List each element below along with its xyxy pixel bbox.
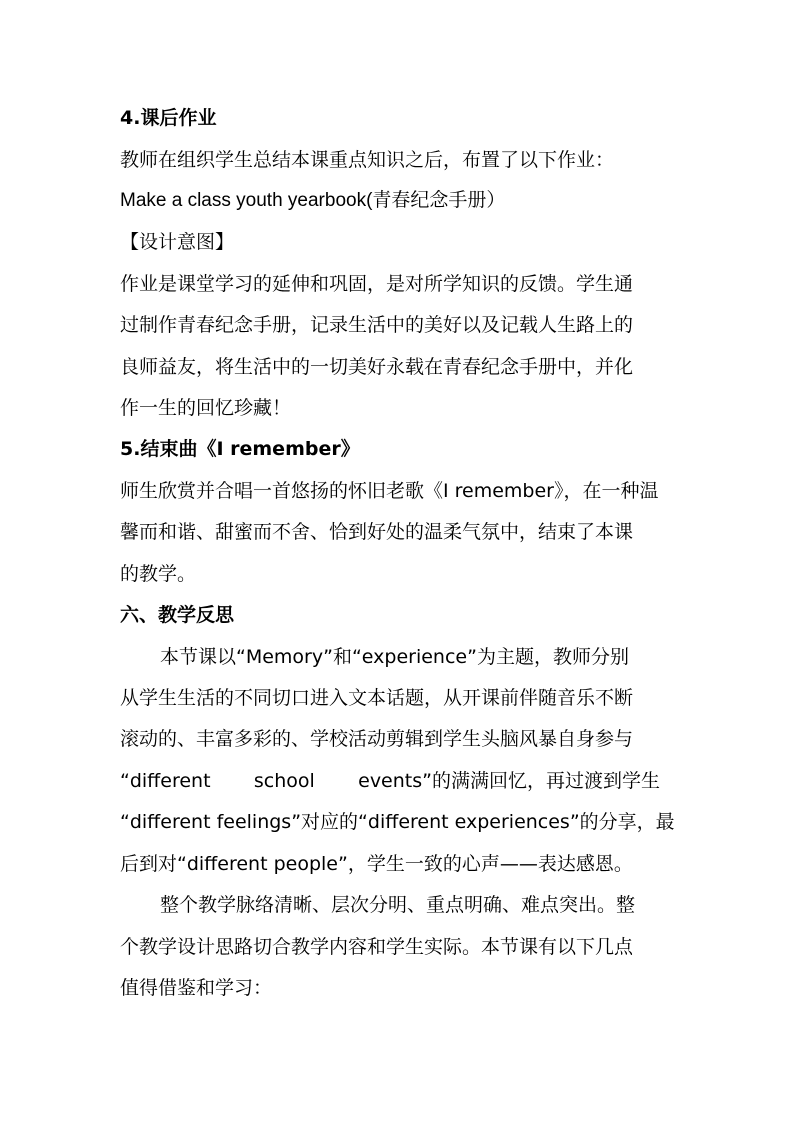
paragraph-line: 整个教学脉络清晰、层次分明、重点明确、难点突出。整 — [160, 894, 636, 916]
paragraph-line: 的教学。 — [120, 563, 197, 585]
paragraph-line: 个教学设计思路切合教学内容和学生实际。本节课有以下几点 — [120, 936, 634, 958]
paragraph-line: “different feelings”对应的“different experiences”的分享，最 — [120, 811, 675, 833]
word-school: school — [253, 770, 315, 792]
paragraph-line: 后到对“different people”，学生一致的心声——表达感恩。 — [120, 853, 633, 875]
paragraph-line: 滚动的、丰富多彩的、学校活动剪辑到学生头脑风暴自身参与 — [120, 728, 634, 750]
design-intent-label: 【设计意图】 — [120, 231, 235, 253]
paragraph-line: 作业是课堂学习的延伸和巩固，是对所学知识的反馈。学生通 — [120, 273, 634, 295]
section-heading-closing-song: 5.结束曲《I remember》 — [120, 438, 360, 460]
paragraph-line: 良师益友，将生活中的一切美好永载在青春纪念手册中，并化 — [120, 356, 634, 378]
paragraph-line-justified — [120, 769, 660, 793]
section-heading-reflection: 六、教学反思 — [120, 604, 235, 626]
paragraph-line: 从学生生活的不同切口进入文本话题，从开课前伴随音乐不断 — [120, 687, 634, 709]
paragraph-line: 作一生的回忆珍藏！ — [120, 397, 292, 419]
paragraph-line: 过制作青春纪念手册，记录生活中的美好以及记载人生路上的 — [120, 314, 634, 336]
paragraph-line: 教师在组织学生总结本课重点知识之后，布置了以下作业： — [120, 149, 615, 171]
section-heading-homework: 4.课后作业 — [120, 107, 217, 129]
word-different: “different — [120, 770, 211, 792]
paragraph-line: Make a class youth yearbook(青春纪念手册） — [120, 190, 506, 211]
paragraph-line: 馨而和谐、甜蜜而不舍、恰到好处的温柔气氛中，结束了本课 — [120, 521, 634, 543]
paragraph-line: 本节课以“Memory”和“experience”为主题，教师分别 — [160, 646, 629, 668]
paragraph-line: 师生欣赏并合唱一首悠扬的怀旧老歌《I remember》，在一种温 — [120, 480, 659, 502]
paragraph-line: 值得借鉴和学习： — [120, 977, 273, 999]
word-events: events”的满满回忆，再过渡到学生 — [358, 770, 660, 792]
